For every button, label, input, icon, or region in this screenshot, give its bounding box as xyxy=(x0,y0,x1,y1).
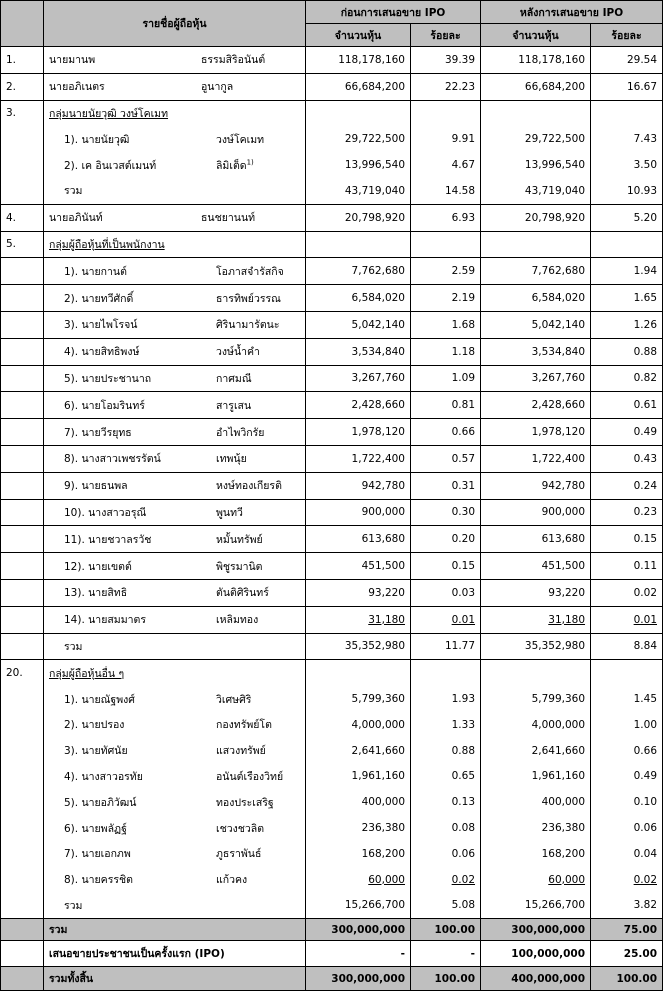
shareholder-name: 6). นายโอมรินทร์ สารูเสน xyxy=(44,392,306,419)
shares-after: 15,266,700 xyxy=(481,893,591,919)
shares-before: 35,352,980 xyxy=(306,633,411,660)
table-row xyxy=(1,338,663,365)
percent-after: 1.00 xyxy=(591,712,663,738)
percent-after: 0.82 xyxy=(591,365,663,392)
table-row xyxy=(1,47,663,74)
shares-before: 400,000 xyxy=(306,789,411,815)
table-row xyxy=(1,712,663,738)
shareholder-name: นายอภินันท์ ธนชยานนท์ xyxy=(44,204,306,231)
percent-after: 75.00 xyxy=(591,919,663,941)
percent-before: 14.58 xyxy=(411,178,481,204)
shares-before: 942,780 xyxy=(306,472,411,499)
table-row xyxy=(1,419,663,446)
percent-before: 0.20 xyxy=(411,526,481,553)
shareholder-name: 13). นายสิทธิ ตันติศิรินทร์ xyxy=(44,579,306,606)
shares-after: 35,352,980 xyxy=(481,633,591,660)
percent-after: 0.43 xyxy=(591,445,663,472)
percent-after: 3.82 xyxy=(591,893,663,919)
table-row xyxy=(1,606,663,633)
percent-after: 0.02 xyxy=(591,579,663,606)
percent-after: 10.93 xyxy=(591,178,663,204)
percent-before: 9.91 xyxy=(411,126,481,152)
shares-before: 300,000,000 xyxy=(306,967,411,991)
shares-before: 60,000 xyxy=(306,867,411,893)
grand-total-label: รวมทั้งสิ้น xyxy=(44,967,306,991)
percent-after: 25.00 xyxy=(591,941,663,967)
percent-after: 0.23 xyxy=(591,499,663,526)
percent-before: 1.33 xyxy=(411,712,481,738)
percent-before: 1.09 xyxy=(411,365,481,392)
subtotal-label: รวม xyxy=(44,633,306,660)
table-row xyxy=(1,472,663,499)
percent-before: 6.93 xyxy=(411,204,481,231)
shares-before: 118,178,160 xyxy=(306,47,411,74)
group-title: กลุ่มผู้ถือหุ้นอื่น ๆ xyxy=(44,660,306,686)
percent-after: 7.43 xyxy=(591,126,663,152)
shares-before: 2,641,660 xyxy=(306,738,411,764)
percent-before: 0.31 xyxy=(411,472,481,499)
shares-before: 2,428,660 xyxy=(306,392,411,419)
table-row xyxy=(1,258,663,285)
shareholder-name: 1). นายนัยวุฒิ วงษ์โคเมท xyxy=(44,126,306,152)
shares-before: 451,500 xyxy=(306,553,411,580)
shares-after: 43,719,040 xyxy=(481,178,591,204)
shareholder-name: 10). นางสาวอรุณี พูนทวี xyxy=(44,499,306,526)
group-title: กลุ่มผู้ถือหุ้นที่เป็นพนักงาน xyxy=(44,231,306,258)
table-row xyxy=(1,73,663,100)
shares-before: 5,042,140 xyxy=(306,311,411,338)
header-name: รายชื่อผู้ถือหุ้น xyxy=(44,1,306,47)
table-row xyxy=(1,126,663,152)
shares-before: 300,000,000 xyxy=(306,919,411,941)
table-row xyxy=(1,738,663,764)
shares-before: 613,680 xyxy=(306,526,411,553)
percent-before: 22.23 xyxy=(411,73,481,100)
table-row xyxy=(1,764,663,790)
table-row xyxy=(1,152,663,178)
total-label: รวม xyxy=(44,919,306,941)
percent-after: 0.01 xyxy=(591,606,663,633)
shares-after: 900,000 xyxy=(481,499,591,526)
shareholder-name: 14). นายสมมาตร เหลิมทอง xyxy=(44,606,306,633)
percent-after: 100.00 xyxy=(591,967,663,991)
percent-before: 0.66 xyxy=(411,419,481,446)
shares-after: 66,684,200 xyxy=(481,73,591,100)
percent-after: 0.11 xyxy=(591,553,663,580)
percent-after: 3.50 xyxy=(591,152,663,178)
shares-before: 168,200 xyxy=(306,841,411,867)
shares-after: 1,961,160 xyxy=(481,764,591,790)
group-header-row xyxy=(1,231,663,258)
percent-after: 16.67 xyxy=(591,73,663,100)
row-number: 3. xyxy=(1,100,44,126)
total-row xyxy=(1,919,663,941)
shareholder-name: 2). นายทวีศักดิ์ ธารทิพย์วรรณ xyxy=(44,285,306,312)
shareholder-name: 2). นายปรอง กองทรัพย์โต xyxy=(44,712,306,738)
shareholder-name: 7). นายเอกภพ ภูธราพันธ์ xyxy=(44,841,306,867)
table-row xyxy=(1,867,663,893)
shares-after: 168,200 xyxy=(481,841,591,867)
table-row xyxy=(1,285,663,312)
row-number: 4. xyxy=(1,204,44,231)
group-header-row xyxy=(1,100,663,126)
percent-before: 0.88 xyxy=(411,738,481,764)
percent-before: 0.57 xyxy=(411,445,481,472)
table-row xyxy=(1,499,663,526)
percent-before: 39.39 xyxy=(411,47,481,74)
header-after-ipo: หลังการเสนอขาย IPO xyxy=(481,1,663,24)
shares-after: 7,762,680 xyxy=(481,258,591,285)
shares-before: 1,722,400 xyxy=(306,445,411,472)
shares-before: 5,799,360 xyxy=(306,686,411,712)
header-blank xyxy=(1,1,44,47)
percent-before: 0.13 xyxy=(411,789,481,815)
shares-before: 3,534,840 xyxy=(306,338,411,365)
percent-before: 100.00 xyxy=(411,967,481,991)
shareholder-name: 8). นางสาวเพชรรัตน์ เทพนุ้ย xyxy=(44,445,306,472)
shareholder-name: 2). เค อินเวสต์เมนท์ ลิมิเต็ด$^{1)}$ xyxy=(44,152,306,178)
table-row xyxy=(1,526,663,553)
shares-after: 2,641,660 xyxy=(481,738,591,764)
percent-before: 0.15 xyxy=(411,553,481,580)
percent-after: 8.84 xyxy=(591,633,663,660)
percent-after: 0.24 xyxy=(591,472,663,499)
group-title: กลุ่มนายนัยวุฒิ วงษ์โคเมท xyxy=(44,100,306,126)
shares-before: 31,180 xyxy=(306,606,411,633)
percent-after: 1.26 xyxy=(591,311,663,338)
table-row xyxy=(1,686,663,712)
shareholder-name: 5). นายประชานาถ กาศมณี xyxy=(44,365,306,392)
header-before-ipo: ก่อนการเสนอขาย IPO xyxy=(306,1,481,24)
shareholder-name: 3). นายทัศนัย แสวงทรัพย์ xyxy=(44,738,306,764)
table-row xyxy=(1,841,663,867)
shares-before: 93,220 xyxy=(306,579,411,606)
shares-after: 2,428,660 xyxy=(481,392,591,419)
shareholder-name: 4). นายสิทธิพงษ์ วงษ์น้ำคำ xyxy=(44,338,306,365)
ipo-label: เสนอขายประชาชนเป็นครั้งแรก (IPO) xyxy=(44,941,306,967)
shares-after: 400,000 xyxy=(481,789,591,815)
shares-after: 236,380 xyxy=(481,815,591,841)
shareholder-name: 7). นายวีรยุทธ อำไพวิกรัย xyxy=(44,419,306,446)
shares-after: 29,722,500 xyxy=(481,126,591,152)
subtotal-label: รวม xyxy=(44,893,306,919)
percent-after: 1.45 xyxy=(591,686,663,712)
table-row xyxy=(1,204,663,231)
percent-after: 0.66 xyxy=(591,738,663,764)
header-shares-before: จำนวนหุ้น xyxy=(306,24,411,47)
shares-after: 400,000,000 xyxy=(481,967,591,991)
shareholder-name: 3). นายไพโรจน์ ศิรินามารัตนะ xyxy=(44,311,306,338)
percent-after: 0.49 xyxy=(591,764,663,790)
percent-before: 100.00 xyxy=(411,919,481,941)
percent-after: 0.06 xyxy=(591,815,663,841)
shares-after: 118,178,160 xyxy=(481,47,591,74)
group-header-row xyxy=(1,660,663,686)
shares-before: 7,762,680 xyxy=(306,258,411,285)
percent-after: 0.61 xyxy=(591,392,663,419)
subtotal-row xyxy=(1,178,663,204)
shares-after: 3,267,760 xyxy=(481,365,591,392)
shareholder-name: 1). นายณัฐพงศ์ วิเศษศิริ xyxy=(44,686,306,712)
percent-after: 1.94 xyxy=(591,258,663,285)
percent-after: 0.02 xyxy=(591,867,663,893)
shares-before: 3,267,760 xyxy=(306,365,411,392)
header-percent-after: ร้อยละ xyxy=(591,24,663,47)
percent-after: 0.49 xyxy=(591,419,663,446)
percent-before: - xyxy=(411,941,481,967)
shares-after: 6,584,020 xyxy=(481,285,591,312)
percent-before: 1.18 xyxy=(411,338,481,365)
shares-after: 942,780 xyxy=(481,472,591,499)
shares-after: 300,000,000 xyxy=(481,919,591,941)
shareholder-name: 4). นางสาวอรทัย อนันต์เรืองวิทย์ xyxy=(44,764,306,790)
shares-before: 43,719,040 xyxy=(306,178,411,204)
grand-total-row xyxy=(1,967,663,991)
shares-after: 100,000,000 xyxy=(481,941,591,967)
percent-before: 2.59 xyxy=(411,258,481,285)
percent-before: 11.77 xyxy=(411,633,481,660)
percent-after: 0.10 xyxy=(591,789,663,815)
shares-before: 1,961,160 xyxy=(306,764,411,790)
percent-before: 0.81 xyxy=(411,392,481,419)
shares-before: 66,684,200 xyxy=(306,73,411,100)
subtotal-row xyxy=(1,633,663,660)
shares-after: 20,798,920 xyxy=(481,204,591,231)
percent-before: 1.93 xyxy=(411,686,481,712)
percent-before: 5.08 xyxy=(411,893,481,919)
shareholder-name: 5). นายอภิวัฒน์ ทองประเสริฐ xyxy=(44,789,306,815)
percent-before: 0.08 xyxy=(411,815,481,841)
shareholder-name: 12). นายเขตต์ พิชูรมานิต xyxy=(44,553,306,580)
shares-before: 4,000,000 xyxy=(306,712,411,738)
shares-after: 3,534,840 xyxy=(481,338,591,365)
percent-after: 1.65 xyxy=(591,285,663,312)
percent-after: 0.88 xyxy=(591,338,663,365)
shareholder-name: นายอภิเนตร อูนากูล xyxy=(44,73,306,100)
shares-before: 20,798,920 xyxy=(306,204,411,231)
shares-before: 900,000 xyxy=(306,499,411,526)
shareholder-name: 9). นายธนพล หงษ์ทองเกียรติ xyxy=(44,472,306,499)
percent-after: 5.20 xyxy=(591,204,663,231)
shares-before: 6,584,020 xyxy=(306,285,411,312)
header-shares-after: จำนวนหุ้น xyxy=(481,24,591,47)
header-percent-before: ร้อยละ xyxy=(411,24,481,47)
row-number: 2. xyxy=(1,73,44,100)
shares-after: 31,180 xyxy=(481,606,591,633)
shares-after: 1,978,120 xyxy=(481,419,591,446)
shares-before: 1,978,120 xyxy=(306,419,411,446)
row-number: 5. xyxy=(1,231,44,258)
table-row xyxy=(1,815,663,841)
percent-before: 0.06 xyxy=(411,841,481,867)
shares-after: 5,042,140 xyxy=(481,311,591,338)
table-row xyxy=(1,553,663,580)
percent-after: 0.15 xyxy=(591,526,663,553)
shareholder-name: 8). นายครรชิต แก้วคง xyxy=(44,867,306,893)
shares-before: 236,380 xyxy=(306,815,411,841)
table-row xyxy=(1,789,663,815)
table-row xyxy=(1,579,663,606)
shares-before: 15,266,700 xyxy=(306,893,411,919)
row-number: 20. xyxy=(1,660,44,686)
shares-after: 5,799,360 xyxy=(481,686,591,712)
shares-before: - xyxy=(306,941,411,967)
percent-before: 0.30 xyxy=(411,499,481,526)
shareholder-name: นายมานพ ธรรมสิริอนันต์ xyxy=(44,47,306,74)
subtotal-row xyxy=(1,893,663,919)
table-row xyxy=(1,392,663,419)
percent-before: 2.19 xyxy=(411,285,481,312)
percent-before: 0.65 xyxy=(411,764,481,790)
ipo-row xyxy=(1,941,663,967)
shareholder-name: 11). นายชวาลรวัช หมั้นทรัพย์ xyxy=(44,526,306,553)
percent-before: 1.68 xyxy=(411,311,481,338)
shareholder-name: 1). นายกานต์ โอภาสจำรัสกิจ xyxy=(44,258,306,285)
shareholder-name: 6). นายพลัฏฐ์ เชวงชวลิต xyxy=(44,815,306,841)
table-row xyxy=(1,365,663,392)
table-row xyxy=(1,311,663,338)
shares-after: 60,000 xyxy=(481,867,591,893)
shares-after: 93,220 xyxy=(481,579,591,606)
shares-after: 13,996,540 xyxy=(481,152,591,178)
percent-after: 29.54 xyxy=(591,47,663,74)
percent-before: 0.02 xyxy=(411,867,481,893)
row-number: 1. xyxy=(1,47,44,74)
percent-before: 4.67 xyxy=(411,152,481,178)
shares-after: 451,500 xyxy=(481,553,591,580)
shares-after: 613,680 xyxy=(481,526,591,553)
percent-before: 0.03 xyxy=(411,579,481,606)
percent-before: 0.01 xyxy=(411,606,481,633)
shares-before: 13,996,540 xyxy=(306,152,411,178)
subtotal-label: รวม xyxy=(44,178,306,204)
shares-after: 4,000,000 xyxy=(481,712,591,738)
percent-after: 0.04 xyxy=(591,841,663,867)
shares-after: 1,722,400 xyxy=(481,445,591,472)
shares-before: 29,722,500 xyxy=(306,126,411,152)
table-row xyxy=(1,445,663,472)
